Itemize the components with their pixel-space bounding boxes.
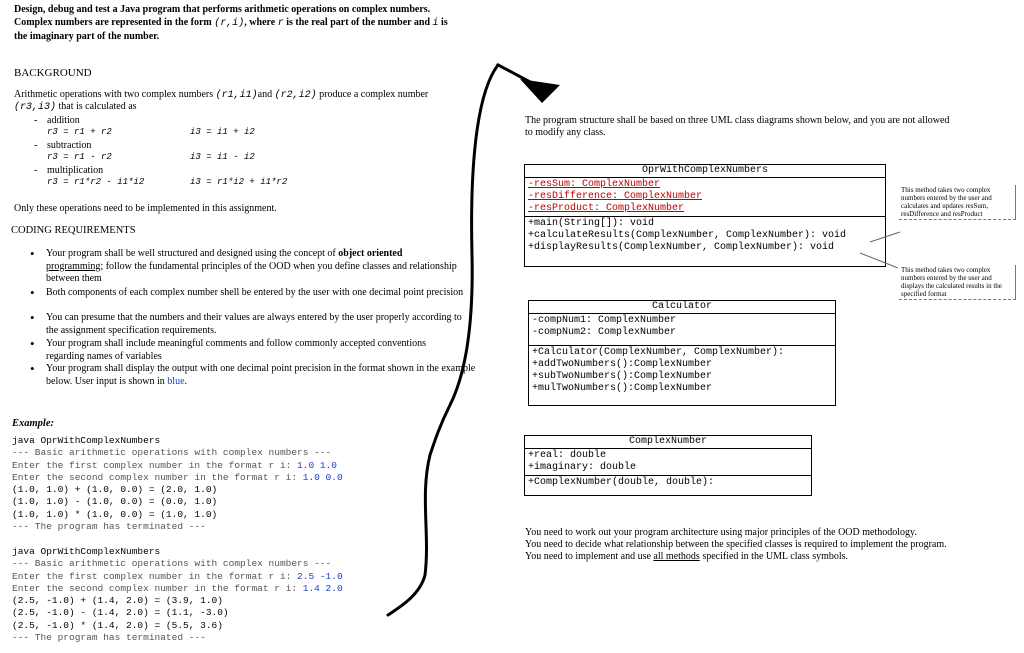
uml-attribute: -resDifference: ComplexNumber — [528, 191, 703, 202]
example-run-2 — [12, 546, 343, 644]
console-line: java OprWithComplexNumbers — [12, 546, 161, 557]
uml-note-display: This method takes two complex numbers entered by the user and displays the calculated results in the specified format — [899, 265, 1016, 300]
requirement-1: Your program shall be well structured and designed using the concept of object oriented programming; follow the fundamental principles of the OOD when you define classes and relationship between them — [46, 248, 457, 284]
uml-methods — [529, 345, 835, 405]
bullet-icon: • — [30, 336, 35, 351]
bullet-icon: • — [30, 310, 35, 325]
uml-methods — [525, 216, 885, 266]
uml-attribute: -resSum: ComplexNumber — [528, 179, 661, 190]
example-run-1 — [12, 435, 343, 533]
uml-note-calculate: This method takes two complex numbers entered by the user and calculates and updates resSum, resDifference and resProduct — [899, 185, 1016, 220]
op-addition-i: i3 = i1 + i2 — [190, 127, 255, 137]
note-2-connector — [860, 253, 898, 268]
console-line: --- Basic arithmetic operations with complex numbers --- — [12, 558, 332, 570]
uml-attribute: -compNum2: ComplexNumber — [532, 327, 677, 338]
uml-class-oprwithcomplexnumbers — [524, 164, 886, 267]
op-dash: - — [34, 140, 38, 151]
op-dash: - — [34, 115, 38, 126]
console-line: Enter the first complex number in the format r i: 2.5 -1.0 — [12, 570, 343, 582]
uml-class-calculator — [528, 300, 836, 406]
background-only-note: Only these operations need to be implemented in this assignment. — [14, 203, 277, 214]
uml-attributes — [525, 178, 885, 216]
footer-line-1: You need to work out your program architecture using major principles of the OOD methodology. — [525, 527, 917, 538]
console-line: (1.0, 1.0) + (1.0, 0.0) = (2.0, 1.0) — [12, 484, 218, 496]
uml-method: +calculateResults(ComplexNumber, ComplexNumber): void — [528, 230, 847, 241]
uml-attribute: -resProduct: ComplexNumber — [528, 203, 685, 214]
console-line: (2.5, -1.0) * (1.4, 2.0) = (5.5, 3.6) — [12, 619, 223, 631]
uml-attribute: -compNum1: ComplexNumber — [532, 315, 677, 326]
op-subtraction-name: subtraction — [47, 140, 92, 151]
uml-method: +Calculator(ComplexNumber, ComplexNumber): — [532, 347, 785, 358]
console-line: Enter the first complex number in the format r i: 1.0 1.0 — [12, 459, 337, 471]
footer-line-2: You need to decide what relationship between the specified classes is required to implement the program. — [525, 539, 947, 550]
op-multiplication-r: r3 = r1*r2 - i1*i2 — [47, 177, 145, 187]
uml-attribute: +real: double — [528, 450, 607, 461]
op-dash: - — [34, 165, 38, 176]
example-heading: Example: — [12, 418, 54, 429]
uml-attribute: +imaginary: double — [528, 462, 637, 473]
requirement-5: Your program shall display the output with one decimal point precision in the format shown in the example below. User input is shown in blue. — [46, 363, 476, 387]
bullet-icon: • — [30, 285, 35, 300]
console-line: java OprWithComplexNumbers — [12, 435, 161, 446]
console-line: --- The program has terminated --- — [12, 521, 206, 533]
uml-method: +ComplexNumber(double, double): — [528, 477, 715, 488]
footer-line-3: You need to implement and use all methods specified in the UML class symbols. — [525, 551, 849, 562]
background-intro-1: Arithmetic operations with two complex numbers (r1,i1)and (r2,i2) produce a complex number — [14, 89, 429, 101]
console-line: --- Basic arithmetic operations with complex numbers --- — [12, 447, 332, 459]
uml-class-title: OprWithComplexNumbers — [525, 165, 885, 178]
uml-method: +subTwoNumbers():ComplexNumber — [532, 371, 713, 382]
op-multiplication-i: i3 = r1*i2 + i1*r2 — [190, 177, 288, 187]
requirement-4: Your program shall include meaningful comments and follow commonly accepted conventions regarding names of variables — [46, 338, 427, 362]
header-line-2: Complex numbers are represented in the form (r,i), where r is the real part of the number and i is — [14, 17, 448, 29]
console-line: --- The program has terminated --- — [12, 632, 206, 644]
op-multiplication-name: multiplication — [47, 165, 104, 176]
op-subtraction-r: r3 = r1 - r2 — [47, 152, 112, 162]
console-line: (2.5, -1.0) + (1.4, 2.0) = (3.9, 1.0) — [12, 595, 223, 607]
structure-line-1: The program structure shall be based on three UML class diagrams shown below, and you are not allowed — [525, 115, 950, 126]
brace-curve — [388, 65, 540, 615]
uml-class-title: Calculator — [529, 301, 835, 314]
bullet-icon: • — [30, 246, 35, 261]
background-intro-2: (r3,i3) that is calculated as — [14, 101, 137, 113]
op-addition-name: addition — [47, 115, 80, 126]
uml-class-title: ComplexNumber — [525, 436, 811, 449]
coding-heading: CODING REQUIREMENTS — [11, 225, 136, 236]
uml-methods — [525, 475, 811, 495]
uml-class-complexnumber — [524, 435, 812, 496]
uml-attributes — [525, 449, 811, 475]
uml-method: +main(String[]): void — [528, 218, 655, 229]
requirement-3: You can presume that the numbers and their values are always entered by the user properly according to the assignment specification requirements. — [46, 312, 462, 336]
console-line: (1.0, 1.0) - (1.0, 0.0) = (0.0, 1.0) — [12, 496, 218, 508]
requirement-2: Both components of each complex number shell be entered by the user with one decimal point precision — [46, 287, 464, 298]
structure-line-2: to modify any class. — [525, 127, 606, 138]
header-line-3: the imaginary part of the number. — [14, 31, 160, 42]
console-line: (1.0, 1.0) * (1.0, 0.0) = (1.0, 1.0) — [12, 508, 218, 520]
op-subtraction-i: i3 = i1 - i2 — [190, 152, 255, 162]
note-1-connector — [870, 232, 900, 242]
brace-arrowhead — [520, 79, 560, 103]
op-addition-r: r3 = r1 + r2 — [47, 127, 112, 137]
bullet-icon: • — [30, 361, 35, 376]
console-line: Enter the second complex number in the format r i: 1.4 2.0 — [12, 582, 343, 594]
console-line: Enter the second complex number in the format r i: 1.0 0.0 — [12, 471, 343, 483]
background-heading: BACKGROUND — [14, 67, 92, 79]
uml-method: +displayResults(ComplexNumber, ComplexNumber): void — [528, 242, 835, 253]
uml-method: +addTwoNumbers():ComplexNumber — [532, 359, 713, 370]
console-line: (2.5, -1.0) - (1.4, 2.0) = (1.1, -3.0) — [12, 607, 229, 619]
header-line-1: Design, debug and test a Java program that performs arithmetic operations on complex numbers. — [14, 4, 431, 15]
uml-method: +mulTwoNumbers():ComplexNumber — [532, 383, 713, 394]
uml-attributes — [529, 314, 835, 345]
